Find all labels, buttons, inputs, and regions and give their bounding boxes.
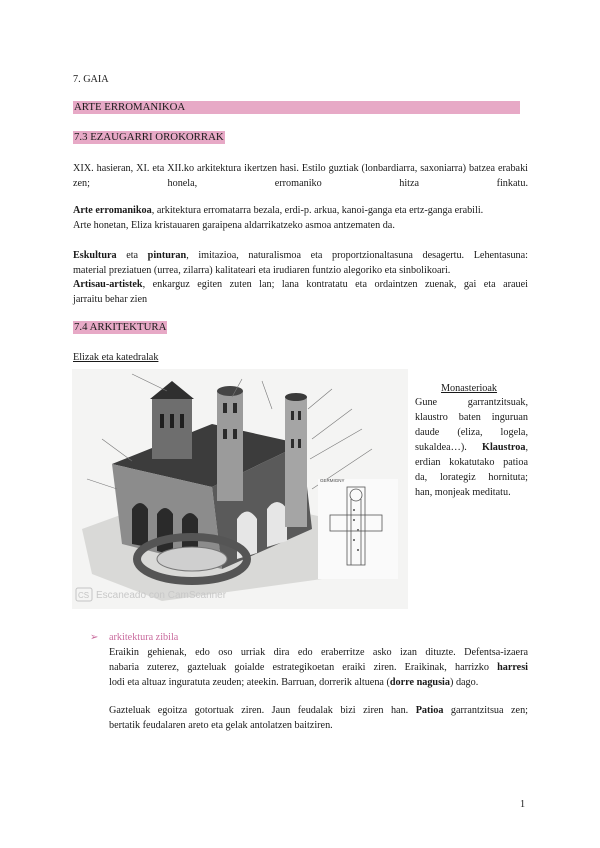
paragraph-text: jarraitu behar zien [73,294,148,305]
bullet-text: lodi eta altuaz inguratuta zeuden; ateekin. Barruan, dorrerik altuena ( [109,677,390,688]
bullet-title: arkitektura zibila [109,632,179,643]
monasterioak-line: erdian kokatutako patioa [415,457,528,468]
monasterioak-line: han, monjeak meditatu. [415,487,511,498]
camscanner-caption: Escaneado con CamScanner [96,590,227,601]
paragraph-text: Arte honetan, Eliza kristauaren garaipena aldarrikatzeko asmoa antzematen da. [73,220,395,231]
monasterioak-text-span: sukaldea…). [415,442,483,453]
elizak-heading: Elizak eta katedralak [73,352,159,363]
paragraph-artisau [73,277,528,307]
monasterioak-line [415,440,528,455]
bullet-paragraph-2 [109,703,528,733]
bullet-text: ) dago. [450,677,479,688]
subsection-heading-74: 7.4 ARKITEKTURA [74,321,167,333]
monasterioak-line: da, lorategiz hornituta; [415,472,528,483]
paragraph-intro-text: XIX. hasieran, XI. eta XII.ko arkitektura ikertzen hasi. Estilo guztiak (lonbardiarra, saxoniarra) batzea erabaki zen; honela, erromaniko hitza finkatu. [73,163,528,189]
monasterioak-text [415,395,528,500]
paragraph-eskultura [73,248,528,278]
term-patioa: Patioa [415,705,444,716]
paragraph-arte-erromanikoa [73,203,528,233]
term-eskultura: Eskultura [73,250,117,261]
page-number: 1 [520,799,526,810]
paragraph-text: material preziatuen (urrea, zilarra) kalitateari eta irudiaren funtzio alegoriko eta sinbolikoari. [73,265,451,276]
chapter-heading: 7. GAIA [73,74,109,85]
monasterioak-line: klaustro baten inguruan [415,412,528,423]
paragraph-text: eta [116,250,148,261]
bullet-line [109,660,528,675]
term-pinturan: pinturan [147,250,187,261]
monasterioak-text-span: , [525,442,528,453]
monasterioak-line: Gune garrantzitsuak, [415,397,528,408]
bullet-line [109,703,528,718]
paragraph-text: , imitazioa, naturalismoa eta proportzionaltasuna desagertu. Lehentasuna: [186,250,529,261]
bullet-text: Gazteluak egoitza gotortuak ziren. Jaun feudalak bizi ziren han. [109,705,416,716]
paragraph-text: , arkitektura erromatarra bezala, erdi-p. arkua, kanoi-ganga eta ertz-ganga erabili. [151,205,484,216]
monasterioak-line: daude (eliza, logela, [415,427,528,438]
monasterioak-heading: Monasterioak [441,383,498,394]
section-title: ARTE ERROMANIKOA [73,101,520,114]
bullet-text: nabaria zuterez, gazteluak goialde estrategikoetan eraiki ziren. Eraikinak, harrizko [109,662,498,673]
bullet-line [109,675,528,690]
paragraph-text: , enkarguz egiten zuten lan; lana kontratatu eta ordaintzen zuenak, gai eta arauei [142,279,528,290]
bullet-text: garrantzitsua zen; [443,705,528,716]
bullet-line: bertatik feudalaren areto eta gelak antolatzen baitziren. [109,720,333,731]
camscanner-badge: CS [78,591,90,600]
term-dorre-nagusia: dorre nagusia [389,677,450,688]
church-illustration [72,369,408,609]
church-drawing [72,369,408,609]
plan-label: GERMIGNY [320,478,345,483]
term-harresi: harresi [497,662,528,673]
term-arte-erromanikoa: Arte erromanikoa [73,205,152,216]
subsection-heading-73: 7.3 EZAUGARRI OROKORRAK [74,131,224,143]
term-artisau-artistek: Artisau-artistek [73,279,143,290]
term-klaustroa: Klaustroa [482,442,526,453]
paragraph-intro [73,161,528,191]
bullet-marker: ➢ [90,632,99,643]
bullet-line: Eraikin gehienak, edo oso urriak dira edo eraberritze asko izan dituzte. Defentsa-izaera [109,647,528,658]
bullet-paragraph-1 [109,645,528,690]
